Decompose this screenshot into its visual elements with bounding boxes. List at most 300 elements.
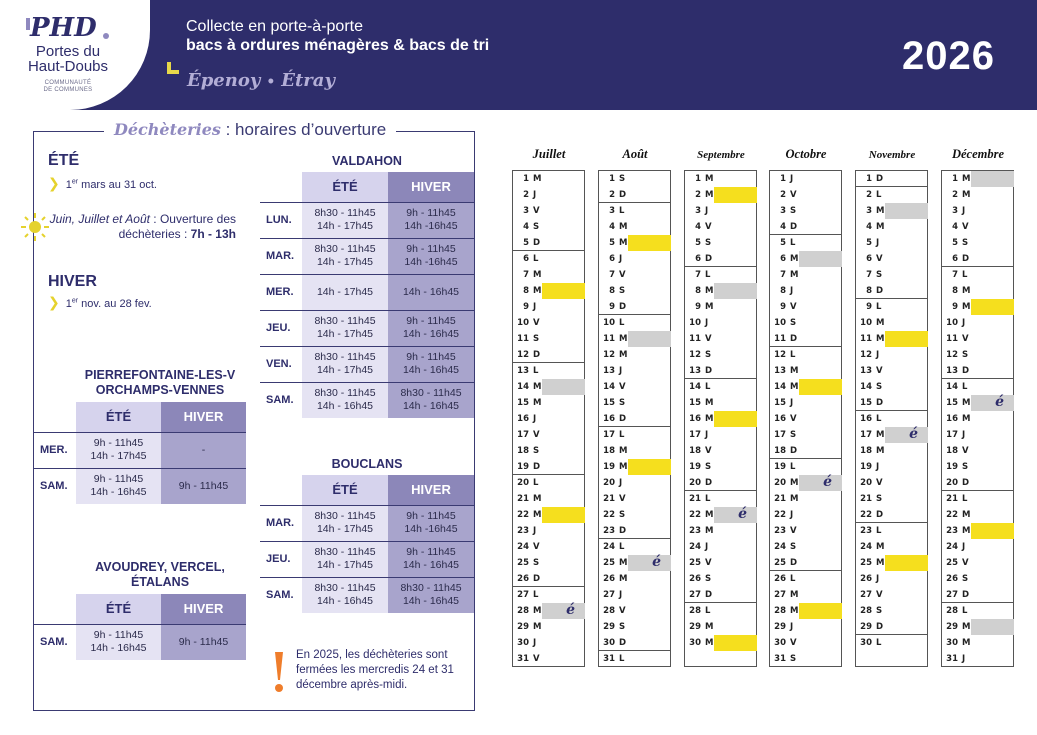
day-number: 29 [860,622,872,632]
day-number: 23 [774,526,786,536]
day-letter: M [790,254,799,264]
collection-tri-marker [628,331,671,347]
summer-months: Juin, Juillet et Août [49,212,150,226]
ete-hours [76,432,161,468]
hiver-hours [388,310,474,346]
calendar-day [685,603,756,619]
day-number: 16 [689,414,701,424]
day-letter: L [533,590,539,600]
day-number: 10 [946,318,958,328]
pierre-title-line2: ORCHAMPS-VENNES [95,383,225,397]
calendar-day [599,219,670,235]
day-letter: S [705,574,712,584]
day-number: 2 [695,190,701,200]
calendar-day [856,235,927,251]
calendar-day [685,411,756,427]
hiver-heading: HIVER [48,273,97,290]
day-number: 16 [603,414,615,424]
day-letter: L [705,382,711,392]
calendar-day [856,347,927,363]
day-letter: J [619,478,623,488]
calendar-day [770,411,841,427]
day-number: 8 [866,286,872,296]
day-letter: L [876,414,882,424]
e-letter-icon: é [738,506,747,522]
day-number: 3 [780,206,786,216]
day-letter: J [533,302,537,312]
day-letter: L [790,574,796,584]
day-label [34,624,76,660]
day-letter: L [619,542,625,552]
day-label-line: SAM. [266,588,294,601]
hiver-hours-line: 14h - 16h45 [402,595,460,608]
day-number: 6 [609,254,615,264]
day-letter: S [619,286,626,296]
avoudrey-title-line1: AVOUDREY, VERCEL, [95,560,225,574]
calendar-day [770,331,841,347]
hiver-hours [161,468,246,504]
day-letter: D [876,398,884,408]
calendar-day [513,571,584,587]
day-number: 7 [952,270,958,280]
pierre-rows [34,432,246,504]
calendar-day [856,395,927,411]
calendar-day [770,651,841,667]
bouclans-rows [260,505,474,613]
day-number: 17 [860,430,872,440]
calendar-day [685,523,756,539]
calendar-day [856,475,927,491]
calendar-day [856,203,927,219]
calendar-day [856,187,927,203]
day-number: 21 [774,494,786,504]
hiver-hours [388,346,474,382]
calendar-day [513,443,584,459]
calendar-day [770,491,841,507]
day-letter: S [790,206,797,216]
calendar-day [513,507,584,523]
day-number: 25 [774,558,786,568]
day-letter: M [705,622,714,632]
calendar-day [856,603,927,619]
hiver-range-b: nov. au 28 fev. [78,298,152,310]
day-letter: S [619,398,626,408]
calendar-day [513,555,584,571]
calendar-day [942,603,1013,619]
day-letter: M [619,334,628,344]
calendar-day [685,619,756,635]
day-number: 28 [603,606,615,616]
day-number: 25 [946,558,958,568]
day-number: 20 [946,478,958,488]
towns [187,70,335,91]
day-number: 2 [780,190,786,200]
ete-hours-line: 9h - 11h45 [93,473,144,486]
pierre-title [74,368,246,398]
day-letter: V [962,222,969,232]
calendar-day [770,171,841,187]
day-letter: V [790,190,797,200]
calendar-day [770,283,841,299]
calendar-day [599,171,670,187]
day-letter: L [619,318,625,328]
calendar-day [770,235,841,251]
day-number: 21 [689,494,701,504]
day-number: 30 [774,638,786,648]
month-name: Octobre [785,147,827,161]
calendar-day [942,475,1013,491]
day-number: 24 [689,542,701,552]
collection-ordures-marker [542,283,585,299]
logo-sub1: COMMUNAUTÉ [44,80,92,86]
day-number: 8 [523,286,529,296]
day-number: 1 [609,174,615,184]
calendar-day [942,299,1013,315]
day-letter: S [619,510,626,520]
ete-heading: ÉTÉ [48,152,80,169]
day-number: 6 [780,254,786,264]
calendar-day [685,363,756,379]
calendar-day [599,363,670,379]
calendar-day [513,347,584,363]
day-letter: V [876,366,883,376]
ete-hours-line: 14h - 17h45 [316,256,374,268]
calendar-day [599,203,670,219]
ete-hours [76,468,161,504]
calendar-day [513,411,584,427]
day-letter: V [705,222,712,232]
day-letter: S [533,334,540,344]
day-number: 19 [774,462,786,472]
day-number: 9 [952,302,958,312]
ete-hours-line: 8h30 - 11h45 [314,207,376,219]
day-number: 5 [866,238,872,248]
schedule-row [34,624,246,660]
day-letter: D [876,286,884,296]
calendar-day [770,523,841,539]
day-number: 7 [780,270,786,280]
day-label [260,238,302,274]
calendar-day [856,299,927,315]
day-letter: D [705,590,713,600]
calendar-day [770,427,841,443]
day-number: 5 [780,238,786,248]
day-number: 13 [946,366,958,376]
calendar-day [599,603,670,619]
day-letter: M [790,606,799,616]
hiver-hours-line: 8h30 - 11h45 [400,582,462,595]
calendar-day [599,555,670,571]
collection-ordures-marker [628,459,671,475]
day-number: 22 [689,510,701,520]
calendar-day [856,635,927,651]
day-letter: V [619,270,626,280]
calendar-day [599,507,670,523]
calendar-day [856,267,927,283]
calendar-day [599,491,670,507]
day-number: 13 [689,366,701,376]
calendar-day [599,587,670,603]
day-number: 14 [603,382,615,392]
day-number: 25 [517,558,529,568]
day-number: 12 [689,350,701,360]
calendar-day [942,283,1013,299]
day-number: 18 [860,446,872,456]
hiver-hours [388,274,474,310]
calendar-day [685,331,756,347]
calendar-day [942,491,1013,507]
day-number: 3 [952,206,958,216]
day-letter: S [705,238,712,248]
calendar-day [942,507,1013,523]
day-letter: M [619,558,628,568]
day-number: 5 [695,238,701,248]
day-label-line: MAR. [266,516,295,529]
hiver-range-sup: er [71,297,79,305]
avoudrey-title-line2: ÉTALANS [130,575,190,589]
day-number: 27 [774,590,786,600]
hiver-hours [388,541,474,577]
calendar-day [599,571,670,587]
schedule-row [260,382,474,418]
day-letter: D [533,350,541,360]
day-number: 31 [517,654,529,664]
day-letter: S [876,270,883,280]
calendar-day [856,443,927,459]
calendar-day [685,459,756,475]
e-letter-icon: é [566,602,575,618]
hiver-hours-line: 9h - 11h45 [178,479,229,492]
e-letter-icon: é [995,394,1004,410]
collection-ordures-marker [885,331,928,347]
calendar-day [942,523,1013,539]
day-number: 29 [517,622,529,632]
hiver-range [48,294,152,311]
day-letter: M [705,302,714,312]
day-letter: M [533,622,542,632]
ete-hours-line: 14h - 17h45 [316,328,374,340]
calendar-day [599,347,670,363]
month-name: Septembre [697,149,745,161]
day-label-line: SAM. [266,393,294,406]
calendar-day [942,235,1013,251]
day-number: 31 [946,654,958,664]
day-letter: D [790,558,798,568]
calendar-day [685,315,756,331]
day-letter: L [962,382,968,392]
day-letter: D [533,462,541,472]
collection-ordures-marker [628,235,671,251]
collection-tri-marker [628,555,671,571]
schedule-row [260,274,474,310]
hiver-hours-line: 14h - 16h45 [402,285,460,298]
hiver-hours-line: 9h - 11h45 [406,243,456,255]
calendar-day [513,491,584,507]
day-number: 3 [866,206,872,216]
calendar-day [685,203,756,219]
day-number: 17 [603,430,615,440]
day-letter: J [790,174,794,184]
day-label-line: MAR. [266,249,295,262]
day-number: 21 [860,494,872,504]
day-letter: D [876,174,884,184]
day-letter: M [876,318,885,328]
calendar-day [856,379,927,395]
schedule-row [260,202,474,238]
day-letter: S [619,174,626,184]
bouclans-corner [260,475,302,505]
day-letter: S [790,318,797,328]
day-letter: V [619,382,626,392]
logo-area [0,0,150,110]
calendar-day [513,539,584,555]
calendar-day [513,315,584,331]
day-letter: M [790,270,799,280]
day-number: 11 [946,334,958,344]
day-letter: D [962,254,970,264]
day-number: 12 [774,350,786,360]
calendar-day [770,219,841,235]
ete-hours [302,274,388,310]
year: 2026 [902,34,995,78]
day-letter: L [705,494,711,504]
calendar-day [770,251,841,267]
day-letter: J [962,318,966,328]
day-letter: L [790,462,796,472]
hiver-hours-line: 9h - 11h45 [406,351,456,363]
day-letter: V [705,558,712,568]
calendar-day [599,523,670,539]
day-letter: M [790,478,799,488]
day-letter: M [962,622,971,632]
hiver-hours-line: 9h - 11h45 [406,510,456,522]
hiver-range-a: 1 [65,298,72,310]
calendar-day [942,459,1013,475]
calendar-day [856,507,927,523]
e-letter-icon: é [823,474,832,490]
avoudrey-col-hiver: HIVER [161,594,246,624]
day-number: 8 [952,286,958,296]
day-letter: L [705,270,711,280]
day-number: 10 [689,318,701,328]
valdahon-title: VALDAHON [332,154,402,168]
day-letter: J [876,238,880,248]
summer-text: : Ouverture des déchèteries : [118,212,236,241]
calendar-day [770,635,841,651]
day-letter: M [533,606,542,616]
calendar-day [599,427,670,443]
calendar-day [513,603,584,619]
day-number: 31 [603,654,615,664]
bouclans-col-ete: ÉTÉ [302,475,388,505]
day-number: 7 [695,270,701,280]
day-letter: L [962,606,968,616]
day-label [260,577,302,613]
calendar-day [770,203,841,219]
collection-ordures-marker [799,379,842,395]
ete-hours [302,505,388,541]
day-letter: S [962,238,969,248]
pierre-title-line1: PIERREFONTAINE-LES-V [84,368,236,382]
calendar-day [513,635,584,651]
day-letter: J [533,190,537,200]
calendar-day [942,395,1013,411]
ete-hours-line: 14h - 16h45 [90,642,147,655]
day-letter: J [533,638,537,648]
day-letter: M [705,638,714,648]
closure-notice: En 2025, les déchèteries sont fermées les mercredis 24 et 31 décembre après-midi. [296,649,454,691]
hiver-hours-line: 14h -16h45 [404,523,458,535]
day-number: 11 [517,334,529,344]
collection-tri-marker [971,395,1014,411]
hiver-hours-line: 9h - 11h45 [406,546,456,558]
pierre-corner [34,402,76,432]
day-number: 23 [689,526,701,536]
day-number: 18 [946,446,958,456]
day-letter: M [962,526,971,536]
day-letter: J [619,590,623,600]
ete-hours-line: 8h30 - 11h45 [314,351,376,363]
day-letter: L [876,526,882,536]
day-number: 6 [866,254,872,264]
svg-text:PHD: PHD [30,13,97,42]
day-letter: V [533,542,540,552]
day-number: 12 [946,350,958,360]
month-column [769,170,842,667]
collection-ordures-marker [885,555,928,571]
day-letter: V [876,478,883,488]
day-letter: M [962,510,971,520]
hiver-hours [161,624,246,660]
calendar-day [942,379,1013,395]
calendar-day [856,283,927,299]
day-label [260,541,302,577]
day-number: 20 [603,478,615,488]
day-letter: J [533,414,537,424]
panel-title-bold: Déchèteries [114,120,221,139]
calendar-day [685,171,756,187]
ete-hours-line: 9h - 11h45 [93,629,144,642]
day-number: 7 [523,270,529,280]
day-letter: M [619,222,628,232]
hiver-hours [388,202,474,238]
day-letter: J [962,542,966,552]
ete-hours [302,382,388,418]
day-number: 24 [517,542,529,552]
schedule-row [260,346,474,382]
collection-tri-marker [542,603,585,619]
calendar-day [856,363,927,379]
day-number: 26 [860,574,872,584]
panel-title [104,120,396,140]
day-number: 20 [774,478,786,488]
day-letter: L [962,270,968,280]
day-letter: V [790,526,797,536]
calendar-day [856,315,927,331]
day-letter: M [705,174,714,184]
day-number: 14 [860,382,872,392]
day-letter: S [705,462,712,472]
logo-subtitle [18,80,118,94]
bouclans-title: BOUCLANS [331,457,403,471]
ete-hours-line: 14h - 17h45 [316,285,374,298]
calendar-day [685,187,756,203]
calendar-day [513,363,584,379]
day-label [34,468,76,504]
day-number: 28 [946,606,958,616]
day-letter: M [962,414,971,424]
day-number: 9 [695,302,701,312]
